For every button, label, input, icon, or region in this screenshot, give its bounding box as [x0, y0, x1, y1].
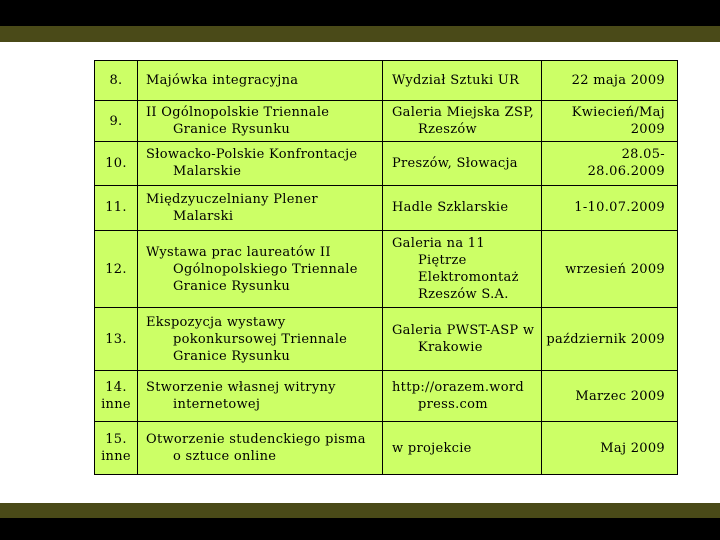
event-date: 22 maja 2009	[542, 61, 678, 101]
row-number: 13.	[95, 308, 138, 371]
row-number: 15. inne	[95, 422, 138, 475]
event-date: 1-10.07.2009	[542, 186, 678, 231]
table-row	[95, 101, 678, 141]
table-row	[95, 308, 678, 371]
event-place	[383, 371, 542, 422]
event-place	[383, 101, 542, 141]
event-place: w projekcie	[383, 422, 542, 475]
table-row	[95, 141, 678, 186]
event-place: Preszów, Słowacja	[383, 141, 542, 186]
event-place: Hadle Szklarskie	[383, 186, 542, 231]
event-name	[138, 141, 383, 186]
event-date: Maj 2009	[542, 422, 678, 475]
events-table-wrapper	[94, 60, 665, 475]
row-number: 12.	[95, 230, 138, 308]
event-place	[383, 230, 542, 308]
event-date: 28.05-28.06.2009	[542, 141, 678, 186]
table-row	[95, 422, 678, 475]
event-name	[138, 422, 383, 475]
event-name	[138, 186, 383, 231]
event-place-text: Galeria Miejska ZSP, Rzeszów	[392, 105, 535, 138]
event-name-text: II Ogólnopolskie Triennale Granice Rysunku	[146, 105, 330, 138]
bottom-black-band	[0, 518, 720, 540]
event-name	[138, 101, 383, 141]
bottom-olive-band	[0, 503, 720, 518]
table-row	[95, 371, 678, 422]
event-place-link[interactable]: http://orazem.word press.com	[392, 380, 524, 413]
top-black-band	[0, 0, 720, 26]
table-row	[95, 230, 678, 308]
event-date: Kwiecień/Maj 2009	[542, 101, 678, 141]
event-name-text: Stworzenie własnej witryny internetowej	[146, 380, 336, 413]
event-name-text: Słowacko-Polskie Konfrontacje Malarskie	[146, 147, 358, 180]
event-name-text: Międzyuczelniany Plener Malarski	[146, 191, 318, 224]
row-number: 11.	[95, 186, 138, 231]
table-row	[95, 186, 678, 231]
event-date: Marzec 2009	[542, 371, 678, 422]
top-olive-band	[0, 26, 720, 42]
row-number: 8.	[95, 61, 138, 101]
event-date: wrzesień 2009	[542, 230, 678, 308]
event-name-text: Ekspozycja wystawy pokonkursowej Triennale Granice Rysunku	[146, 314, 348, 364]
event-name-text: Wystawa prac laureatów II Ogólnopolskiego Triennale Granice Rysunku	[146, 244, 358, 294]
event-name-text: Otworzenie studenckiego pisma o sztuce online	[146, 432, 366, 465]
event-name	[138, 230, 383, 308]
row-number: 10.	[95, 141, 138, 186]
row-number: 9.	[95, 101, 138, 141]
event-place-text: Galeria PWST-ASP w Krakowie	[392, 323, 535, 356]
row-number: 14. inne	[95, 371, 138, 422]
event-name	[138, 371, 383, 422]
table-row	[95, 61, 678, 101]
event-place: Wydział Sztuki UR	[383, 61, 542, 101]
event-name: Majówka integracyjna	[138, 61, 383, 101]
event-place	[383, 308, 542, 371]
events-table	[94, 60, 678, 475]
event-place-text: Galeria na 11 Piętrze Elektromontaż Rzeszów S.A.	[392, 236, 519, 303]
event-date: październik 2009	[542, 308, 678, 371]
event-name	[138, 308, 383, 371]
